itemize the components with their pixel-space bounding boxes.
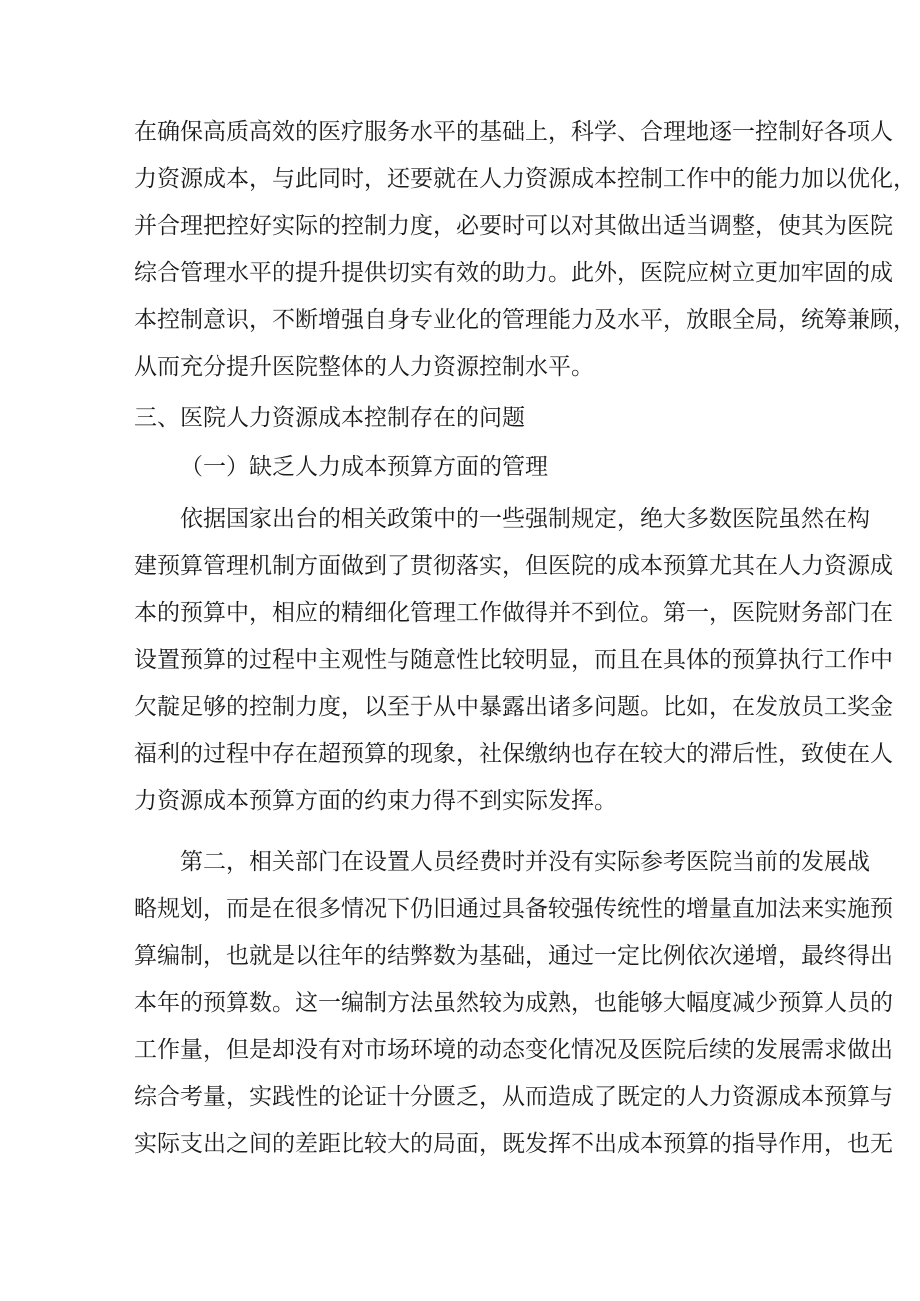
paragraph-2-line-5: 欠靛足够的控制力度，以至于从中暴露出诸多问题。比如，在发放员工奖金 [134,694,893,720]
paragraph-3-line-6: 综合考量，实践性的论证十分匮乏，从而造成了既定的人力资源成本预算与 [134,1084,893,1110]
subsection-heading: （一）缺乏人力成本预算方面的管理 [180,454,548,480]
paragraph-1-line-1: 在确保高质高效的医疗服务水平的基础上，科学、合理地逐一控制好各项人 [134,119,893,145]
section-heading: 三、医院人力资源成本控制存在的问题 [134,405,525,431]
paragraph-3-line-7: 实际支出之间的差距比较大的局面，既发挥不出成本预算的指导作用，也无 [134,1131,893,1157]
paragraph-3-line-1: 第二，相关部门在设置人员经费时并没有实际参考医院当前的发展战 [180,849,870,875]
paragraph-3-line-2: 略规划，而是在很多情况下仍旧通过具备较强传统性的增量直加法来实施预 [134,896,893,922]
paragraph-3-line-5: 工作量，但是却没有对市场环境的动态变化情况及医院后续的发展需求做出 [134,1037,893,1063]
paragraph-2-line-2: 建预算管理机制方面做到了贯彻落实，但医院的成本预算尤其在人力资源成 [134,553,893,579]
paragraph-1-line-3: 并合理把控好实际的控制力度，必要时可以对其做出适当调整，使其为医院 [134,213,893,239]
paragraph-1-line-6: 从而充分提升医院整体的人力资源控制水平。 [134,354,594,380]
paragraph-2-line-3: 本的预算中，相应的精细化管理工作做得并不到位。第一，医院财务部门在 [134,600,893,626]
paragraph-1-line-2: 力资源成本，与此同时，还要就在人力资源成本控制工作中的能力加以优化， [134,166,916,192]
paragraph-2-line-7: 力资源成本预算方面的约束力得不到实际发挥。 [134,788,617,814]
paragraph-2-line-1: 依据国家出台的相关政策中的一些强制规定，绝大多数医院虽然在构 [180,506,870,532]
paragraph-3-line-4: 本年的预算数。这一编制方法虽然较为成熟，也能够大幅度减少预算人员的 [134,990,893,1016]
paragraph-1-line-5: 本控制意识，不断增强自身专业化的管理能力及水平，放眼全局，统筹兼顾， [134,307,916,333]
paragraph-3-line-3: 算编制，也就是以往年的结弊数为基础，通过一定比例依次递增，最终得出 [134,943,893,969]
paragraph-2-line-4: 设置预算的过程中主观性与随意性比较明显，而且在具体的预算执行工作中 [134,647,893,673]
paragraph-1-line-4: 综合管理水平的提升提供切实有效的助力。此外，医院应树立更加牢固的成 [134,260,893,286]
paragraph-2-line-6: 福利的过程中存在超预算的现象，社保缴纳也存在较大的滞后性，致使在人 [134,741,893,767]
